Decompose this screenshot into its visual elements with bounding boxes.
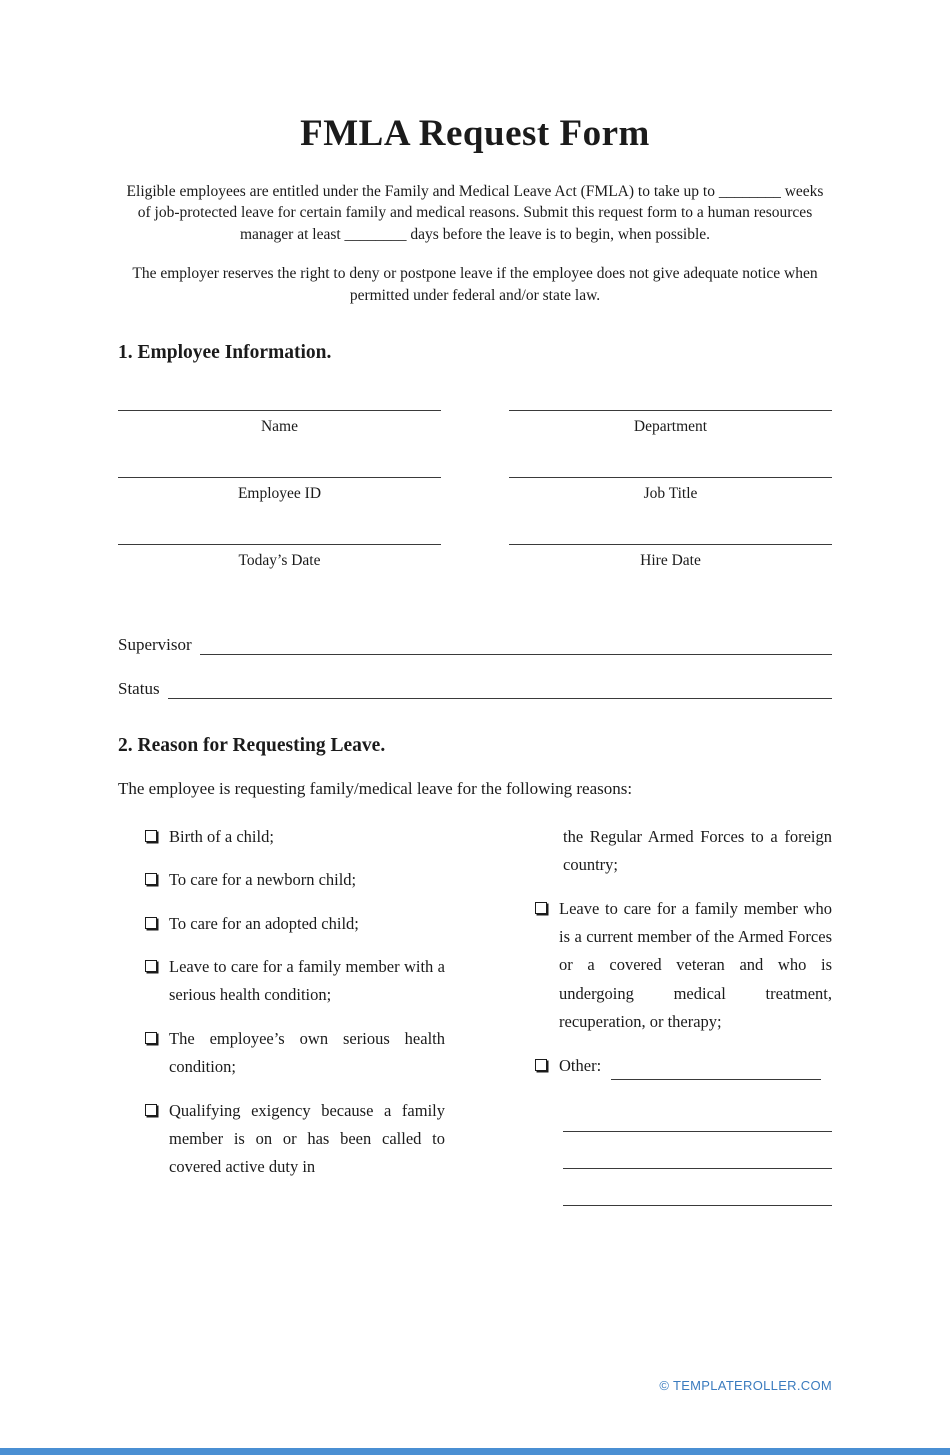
page-title: FMLA Request Form [300, 113, 650, 154]
reason-label: Leave to care for a family member who is a current member of the Armed Forces or a covered veteran and who is undergoing medical treatment, recuperation, or therapy; [559, 898, 832, 1032]
todays-date-field[interactable] [118, 544, 441, 570]
bottom-accent-bar [0, 1448, 950, 1455]
intro-paragraph-1: Eligible employees are entitled under the Family and Medical Leave Act (FMLA) to take up to ________ weeks of job-protected leave for certain family and medical reasons. Submit this request form to a human resources manager at least ________ days before the leave is to begin, when possible. [126, 183, 824, 243]
reason-item-adopted [145, 910, 445, 938]
intro-paragraph-2: The employer reserves the right to deny or postpone leave if the employee does not give adequate notice when permitted under federal and/or state law. [132, 265, 818, 304]
name-field-label: Name [260, 417, 298, 435]
checkbox-icon[interactable] [145, 917, 157, 929]
name-field[interactable] [118, 410, 441, 436]
supervisor-label: Supervisor [118, 634, 192, 654]
reason-item-own-health [145, 1025, 445, 1082]
other-input-line[interactable] [611, 1058, 821, 1080]
reason-label: Birth of a child; [169, 826, 274, 846]
reason-item-exigency [145, 1097, 445, 1182]
reasons-intro: The employee is requesting family/medical leave for the following reasons: [118, 778, 633, 798]
reason-item-newborn [145, 866, 445, 894]
hire-date-field[interactable] [509, 544, 832, 570]
other-extra-line-1[interactable] [563, 1095, 832, 1132]
section-1-heading: 1. Employee Information. [118, 341, 332, 363]
employee-id-field-label: Employee ID [237, 484, 322, 502]
other-extra-line-2[interactable] [563, 1132, 832, 1169]
supervisor-input-line[interactable] [200, 635, 832, 655]
reason-label: The employee’s own serious health condition; [169, 1028, 445, 1077]
templateroller-link[interactable]: TEMPLATEROLLER.COM [672, 1378, 832, 1393]
other-extra-line-3[interactable] [563, 1169, 832, 1206]
status-row [118, 679, 832, 699]
reason-item-family-health [145, 953, 445, 1010]
checkbox-icon[interactable] [145, 1032, 157, 1044]
checkbox-icon[interactable] [145, 1104, 157, 1116]
department-field[interactable] [509, 410, 832, 436]
status-label: Status [118, 678, 160, 698]
reason-label: Qualifying exigency because a family member is on or has been called to covered active duty in [169, 1100, 445, 1177]
copyright-symbol: © [659, 1378, 670, 1393]
reason-label: To care for a newborn child; [169, 870, 357, 890]
department-field-label: Department [633, 417, 708, 435]
footer-copyright [659, 1378, 832, 1393]
other-label: Other: [559, 1055, 602, 1075]
checkbox-icon[interactable] [145, 830, 157, 842]
employee-id-field[interactable] [118, 477, 441, 503]
reason-item-birth [145, 823, 445, 851]
status-input-line[interactable] [168, 679, 832, 699]
reason-exigency-continuation: the Regular Armed Forces to a foreign country; [563, 826, 832, 875]
checkbox-icon[interactable] [535, 902, 547, 914]
document-page [0, 112, 950, 1455]
reason-item-other [535, 1052, 832, 1080]
hire-date-field-label: Hire Date [640, 551, 701, 569]
reason-item-armed-forces-care [535, 895, 832, 1037]
reason-label: Leave to care for a family member with a serious health condition; [169, 957, 445, 1005]
section-2-heading: 2. Reason for Requesting Leave. [118, 734, 386, 756]
reasons-column-left [145, 823, 445, 1206]
job-title-field-label: Job Title [643, 484, 698, 502]
reason-label: To care for an adopted child; [169, 913, 359, 933]
checkbox-icon[interactable] [145, 873, 157, 885]
job-title-field[interactable] [509, 477, 832, 503]
reasons-columns [118, 823, 832, 1206]
todays-date-field-label: Today’s Date [238, 551, 321, 569]
reasons-column-right [535, 823, 832, 1206]
employee-info-fields [118, 410, 832, 611]
checkbox-icon[interactable] [145, 960, 157, 972]
supervisor-row [118, 635, 832, 655]
checkbox-icon[interactable] [535, 1059, 547, 1071]
